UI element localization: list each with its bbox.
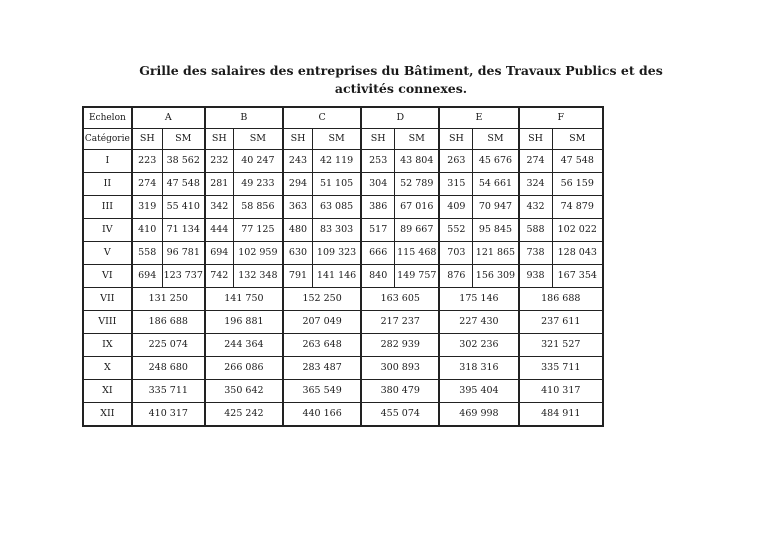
salary-value-cell: 237 611 xyxy=(519,311,603,334)
sh-header-C: SH xyxy=(283,129,312,150)
category-cell: VII xyxy=(83,288,132,311)
sh-value-cell: 694 xyxy=(205,242,233,265)
sm-header-E: SM xyxy=(473,129,519,150)
sm-value-cell: 149 757 xyxy=(395,265,440,288)
salary-value-cell: 283 487 xyxy=(283,357,361,380)
table-row xyxy=(83,403,603,427)
sh-value-cell: 253 xyxy=(361,150,395,173)
sh-value-cell: 342 xyxy=(205,196,233,219)
sm-value-cell: 89 667 xyxy=(395,219,440,242)
table-row xyxy=(83,196,603,219)
sm-value-cell: 63 085 xyxy=(312,196,361,219)
sh-value-cell: 263 xyxy=(439,150,473,173)
salary-value-cell: 440 166 xyxy=(283,403,361,427)
salary-value-cell: 282 939 xyxy=(361,334,439,357)
sm-value-cell: 58 856 xyxy=(233,196,283,219)
sm-value-cell: 38 562 xyxy=(162,150,205,173)
sh-value-cell: 294 xyxy=(283,173,312,196)
sh-value-cell: 840 xyxy=(361,265,395,288)
sm-value-cell: 71 134 xyxy=(162,219,205,242)
salary-value-cell: 186 688 xyxy=(132,311,205,334)
echelon-group-A: A xyxy=(132,107,205,129)
sh-value-cell: 876 xyxy=(439,265,473,288)
salary-value-cell: 131 250 xyxy=(132,288,205,311)
sh-value-cell: 517 xyxy=(361,219,395,242)
sh-header-A: SH xyxy=(132,129,162,150)
sm-value-cell: 55 410 xyxy=(162,196,205,219)
sh-value-cell: 552 xyxy=(439,219,473,242)
sh-value-cell: 694 xyxy=(132,265,162,288)
header-row-echelon xyxy=(83,107,603,129)
salary-value-cell: 263 648 xyxy=(283,334,361,357)
salary-value-cell: 425 242 xyxy=(205,403,283,427)
salary-value-cell: 163 605 xyxy=(361,288,439,311)
sm-value-cell: 156 309 xyxy=(473,265,519,288)
salary-value-cell: 350 642 xyxy=(205,380,283,403)
sm-value-cell: 109 323 xyxy=(312,242,361,265)
sm-value-cell: 121 865 xyxy=(473,242,519,265)
salary-value-cell: 266 086 xyxy=(205,357,283,380)
sh-value-cell: 363 xyxy=(283,196,312,219)
table-row xyxy=(83,173,603,196)
sm-value-cell: 123 737 xyxy=(162,265,205,288)
table-row xyxy=(83,334,603,357)
salary-value-cell: 410 317 xyxy=(132,403,205,427)
categorie-label: Catégorie xyxy=(83,129,132,150)
table-row xyxy=(83,311,603,334)
salary-value-cell: 318 316 xyxy=(439,357,518,380)
sm-header-A: SM xyxy=(162,129,205,150)
category-cell: XI xyxy=(83,380,132,403)
sh-value-cell: 742 xyxy=(205,265,233,288)
salary-value-cell: 484 911 xyxy=(519,403,603,427)
sm-value-cell: 56 159 xyxy=(552,173,603,196)
sm-value-cell: 49 233 xyxy=(233,173,283,196)
salary-grid-table xyxy=(82,106,604,427)
sh-value-cell: 319 xyxy=(132,196,162,219)
salary-value-cell: 196 881 xyxy=(205,311,283,334)
salary-value-cell: 302 236 xyxy=(439,334,518,357)
sm-value-cell: 43 804 xyxy=(395,150,440,173)
sh-header-F: SH xyxy=(519,129,553,150)
sm-header-F: SM xyxy=(552,129,603,150)
echelon-group-D: D xyxy=(361,107,439,129)
sm-value-cell: 95 845 xyxy=(473,219,519,242)
salary-value-cell: 335 711 xyxy=(132,380,205,403)
salary-value-cell: 469 998 xyxy=(439,403,518,427)
sh-value-cell: 410 xyxy=(132,219,162,242)
salary-value-cell: 225 074 xyxy=(132,334,205,357)
sm-header-C: SM xyxy=(312,129,361,150)
category-cell: IV xyxy=(83,219,132,242)
sm-value-cell: 83 303 xyxy=(312,219,361,242)
sm-value-cell: 115 468 xyxy=(395,242,440,265)
sm-value-cell: 132 348 xyxy=(233,265,283,288)
sm-value-cell: 54 661 xyxy=(473,173,519,196)
category-cell: X xyxy=(83,357,132,380)
sh-value-cell: 324 xyxy=(519,173,553,196)
sm-value-cell: 45 676 xyxy=(473,150,519,173)
salary-value-cell: 207 049 xyxy=(283,311,361,334)
sh-value-cell: 304 xyxy=(361,173,395,196)
category-cell: VIII xyxy=(83,311,132,334)
echelon-group-F: F xyxy=(519,107,603,129)
sh-value-cell: 281 xyxy=(205,173,233,196)
table-row xyxy=(83,219,603,242)
document-title: Grille des salaires des entreprises du Bâtiment, des Travaux Publics et des activités connexes. xyxy=(139,63,663,96)
table-row xyxy=(83,357,603,380)
salary-value-cell: 175 146 xyxy=(439,288,518,311)
sm-value-cell: 51 105 xyxy=(312,173,361,196)
sm-value-cell: 74 879 xyxy=(552,196,603,219)
salary-value-cell: 380 479 xyxy=(361,380,439,403)
sm-header-D: SM xyxy=(395,129,440,150)
sh-value-cell: 588 xyxy=(519,219,553,242)
category-cell: XII xyxy=(83,403,132,427)
category-cell: I xyxy=(83,150,132,173)
sm-value-cell: 77 125 xyxy=(233,219,283,242)
sm-value-cell: 47 548 xyxy=(552,150,603,173)
category-cell: IX xyxy=(83,334,132,357)
salary-value-cell: 410 317 xyxy=(519,380,603,403)
category-cell: II xyxy=(83,173,132,196)
table-row xyxy=(83,150,603,173)
table-row xyxy=(83,265,603,288)
sm-value-cell: 102 959 xyxy=(233,242,283,265)
salary-value-cell: 300 893 xyxy=(361,357,439,380)
sh-header-B: SH xyxy=(205,129,233,150)
salary-value-cell: 455 074 xyxy=(361,403,439,427)
sh-value-cell: 938 xyxy=(519,265,553,288)
salary-value-cell: 141 750 xyxy=(205,288,283,311)
salary-value-cell: 248 680 xyxy=(132,357,205,380)
sh-value-cell: 738 xyxy=(519,242,553,265)
sm-value-cell: 167 354 xyxy=(552,265,603,288)
header-row-categorie xyxy=(83,129,603,150)
sh-value-cell: 558 xyxy=(132,242,162,265)
sh-value-cell: 274 xyxy=(132,173,162,196)
echelon-group-B: B xyxy=(205,107,283,129)
sm-value-cell: 67 016 xyxy=(395,196,440,219)
salary-value-cell: 227 430 xyxy=(439,311,518,334)
sh-value-cell: 630 xyxy=(283,242,312,265)
table-row xyxy=(83,242,603,265)
salary-value-cell: 186 688 xyxy=(519,288,603,311)
sm-value-cell: 102 022 xyxy=(552,219,603,242)
echelon-group-C: C xyxy=(283,107,361,129)
salary-value-cell: 395 404 xyxy=(439,380,518,403)
sh-value-cell: 480 xyxy=(283,219,312,242)
salary-value-cell: 152 250 xyxy=(283,288,361,311)
echelon-label: Echelon xyxy=(83,107,132,129)
sm-value-cell: 96 781 xyxy=(162,242,205,265)
salary-value-cell: 244 364 xyxy=(205,334,283,357)
sh-value-cell: 274 xyxy=(519,150,553,173)
sm-value-cell: 52 789 xyxy=(395,173,440,196)
sh-header-D: SH xyxy=(361,129,395,150)
table-row xyxy=(83,288,603,311)
echelon-group-E: E xyxy=(439,107,518,129)
category-cell: III xyxy=(83,196,132,219)
sh-value-cell: 791 xyxy=(283,265,312,288)
sh-value-cell: 409 xyxy=(439,196,473,219)
sh-value-cell: 232 xyxy=(205,150,233,173)
sm-value-cell: 42 119 xyxy=(312,150,361,173)
sm-header-B: SM xyxy=(233,129,283,150)
table-row xyxy=(83,380,603,403)
sh-value-cell: 444 xyxy=(205,219,233,242)
sm-value-cell: 141 146 xyxy=(312,265,361,288)
sm-value-cell: 40 247 xyxy=(233,150,283,173)
salary-value-cell: 321 527 xyxy=(519,334,603,357)
salary-value-cell: 217 237 xyxy=(361,311,439,334)
sh-value-cell: 315 xyxy=(439,173,473,196)
salary-value-cell: 365 549 xyxy=(283,380,361,403)
sh-value-cell: 432 xyxy=(519,196,553,219)
sh-value-cell: 666 xyxy=(361,242,395,265)
salary-value-cell: 335 711 xyxy=(519,357,603,380)
sm-value-cell: 47 548 xyxy=(162,173,205,196)
sh-value-cell: 703 xyxy=(439,242,473,265)
category-cell: V xyxy=(83,242,132,265)
sm-value-cell: 128 043 xyxy=(552,242,603,265)
sh-value-cell: 223 xyxy=(132,150,162,173)
category-cell: VI xyxy=(83,265,132,288)
sh-value-cell: 386 xyxy=(361,196,395,219)
sh-header-E: SH xyxy=(439,129,473,150)
sm-value-cell: 70 947 xyxy=(473,196,519,219)
sh-value-cell: 243 xyxy=(283,150,312,173)
